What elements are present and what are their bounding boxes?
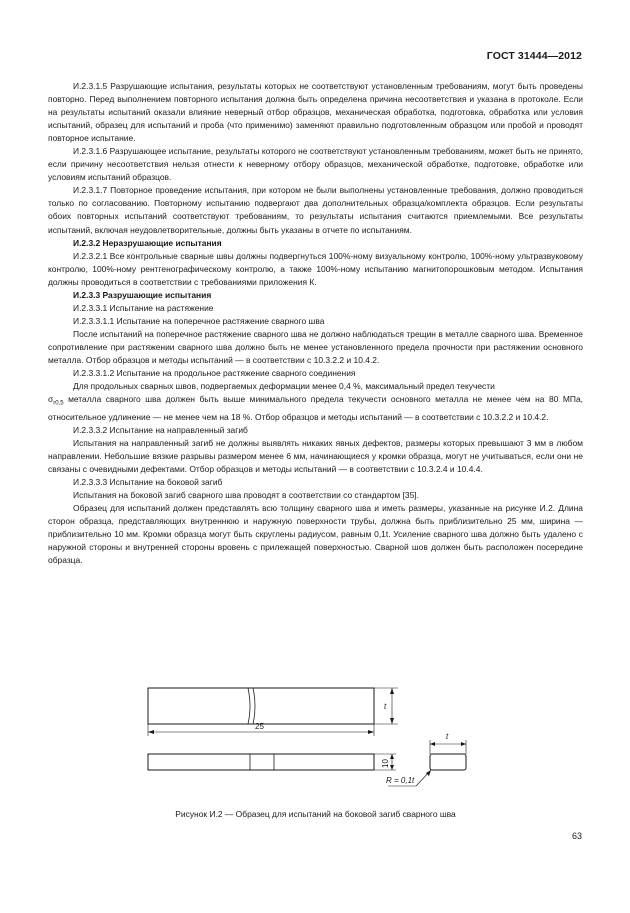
paragraph-continued: $\sigma_{r0,5}$ металла сварного шва должен быть выше минимального предела текучести основного металла не менее чем на 80 МПа, относительное удлинение — не менее чем на 18 %. Отбор образцов и методы испытаний — в соответствии с 10.3.2.2 и 10.4.2. [48,394,583,422]
radius-label: R = 0,1t [386,776,415,785]
paragraph: Испытания на боковой загиб сварного шва проводят в соответствии со стандартом [35]. [73,490,419,501]
page-number: 63 [571,831,582,841]
dim-t-top: t [384,702,387,711]
dim-width: 10 [381,759,390,768]
paragraph: И.2.3.2.1 Все контрольные сварные швы должны подвергнуться 100%-ному визуальному контролю, 100%-ному ультразвуковому контролю, 100%-ному рентгенографическому контролю, а также 100%-ному испытанию магнитопорошковым методом. Испытания должны проводиться в соответствии с требованиями приложения К. [48,250,583,287]
paragraph: И.2.3.1.7 Повторное проведение испытания, при котором не были выполнены установленные требования, должно проводиться только по согласованию. Повторному испытанию подвергают два дополнительных образца/комплекта образцов. Если результаты обоих повторных испытаний соответствуют требованиям, то результаты испытания считаются приемлемыми. Все результаты испытаний, включая неудовлетворительные, должны быть указаны в отчете по испытаниям. [48,185,583,235]
specimen-side-view [148,754,374,770]
paragraph: Образец для испытаний должен представлять всю толщину сварного шва и иметь размеры, указанные на рисунке И.2. Длина сторон образца, представляющих внутреннюю и наружную поверхности трубы, должна быть приблизительно 25 мм, ширина — приблизительно 10 мм. Кромки образца могут быть скруглены радиусом, равным 0,1t. Усиление сварного шва должно быть удалено с наружной стороны и внутренней стороны вровень с прилежащей поверхностью. Сварной шов должен быть расположен посередине образца. [48,503,583,566]
yield-symbol: $\sigma_{r0,5}$ [48,394,64,407]
paragraph: Испытания на направленный загиб не должны выявлять никаких явных дефектов, размеры которых превышают 3 мм в любом направлении. Небольшие вязкие разрывы размером менее 6 мм, начинающиеся у кромки образца, могут не учитываться, если они не связаны с очевидными дефектами. Отбор образцов и методы испытаний — в соответствии с 10.3.2.4 и 10.4.4. [48,437,583,475]
section-heading: И.2.3.3 Разрушающие испытания [73,289,212,300]
subsection-heading: И.2.3.3.1.2 Испытание на продольное растяжение сварного соединения [73,368,356,379]
dim-length: 25 [255,722,264,731]
paragraph: И.2.3.1.6 Разрушающее испытание, результаты которого не соответствуют установленным требованиям, может быть не принято, если причину несоответствия нельзя отнести к неверному отбору образцов, механической обработке, подготовке, обработке или условиям испытаний образцов. [48,146,583,183]
paragraph: И.2.3.1.5 Разрушающие испытания, результаты которых не соответствуют установленным требованиям, могут быть проведены повторно. Перед выполнением повторного испытания должна быть определена причина несоответствия и указана в протоколе. Если на результаты испытаний оказали влияние неверный отбор образцов, механическая обработка, подготовка, обработка или условия испытаний, образец для испытаний и проба (что применимо) заменяют правильно подготовленным образцом или пробой и проводят повторное испытание. [48,81,583,144]
specimen-figure [140,684,480,804]
specimen-cross-section [430,754,466,770]
subsection-heading: И.2.3.3.1.1 Испытание на поперечное растяжение сварного шва [73,315,325,326]
paragraph: После испытаний на поперечное растяжение сварного шва не должно наблюдаться трещин в металле сварного шва. Временное сопротивление при растяжении сварного шва должно быть не менее установленного предела прочности при растяжении основного металла. Отбор образцов и методы испытаний — в соответствии с 10.3.2.2 и 10.4.2. [48,328,583,365]
dim-t-side: t [446,732,449,741]
subsection-heading: И.2.3.3.1 Испытание на растяжение [73,302,214,313]
subsection-heading: И.2.3.3.2 Испытание на направленный загиб [73,424,248,435]
specimen-drawing [140,684,480,804]
specimen-top-view [148,688,374,724]
figure-caption: Рисунок И.2 — Образец для испытаний на боковой загиб сварного шва [175,809,456,819]
paragraph: Для продольных сварных швов, подвергаемых деформации менее 0,4 %, максимальный предел текучести [73,381,495,392]
document-header: ГОСТ 31444—2012 [486,50,582,62]
subsection-heading: И.2.3.3.3 Испытание на боковой загиб [73,477,223,488]
document-body [48,80,583,567]
weld-line-left [248,688,250,724]
weld-line-right [253,688,255,724]
section-heading: И.2.3.2 Неразрушающие испытания [73,237,222,248]
